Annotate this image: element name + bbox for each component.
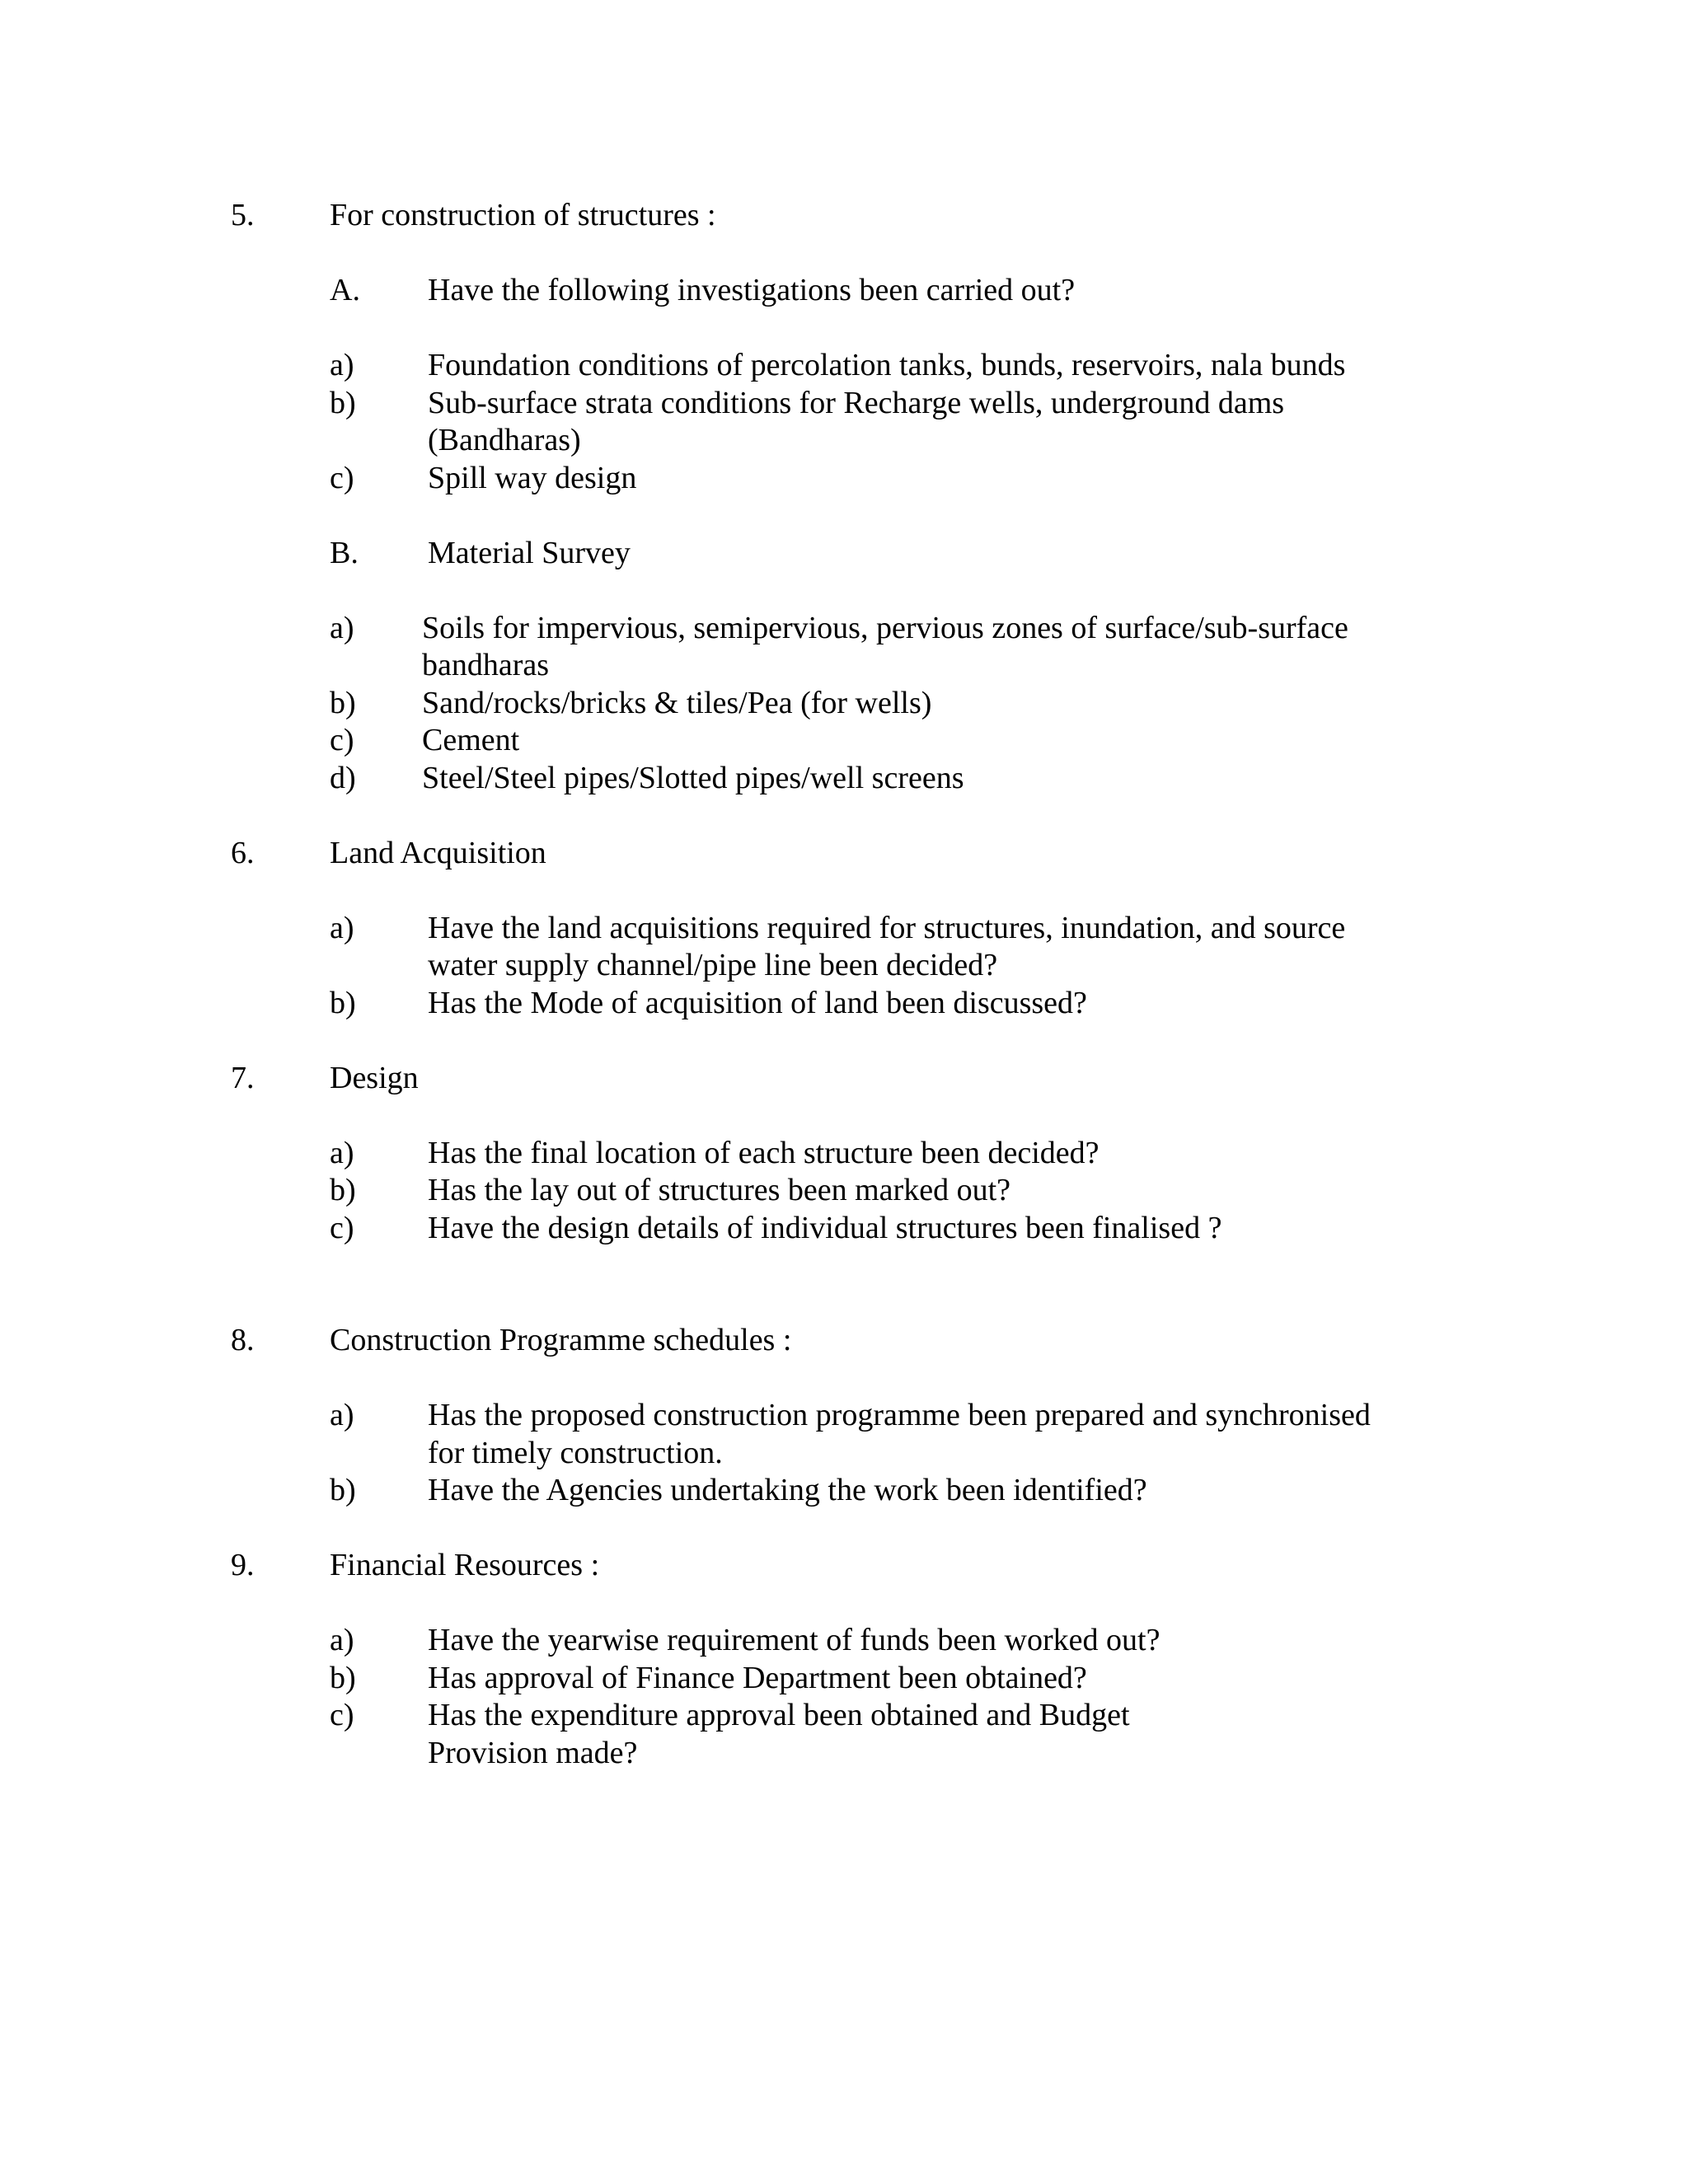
section-number: 6. — [231, 836, 255, 870]
item-text: Has the Mode of acquisition of land been discussed? — [428, 986, 1087, 1020]
section-title: Financial Resources : — [330, 1548, 600, 1582]
subsection-label: A. — [330, 273, 360, 307]
item-label: a) — [330, 1398, 354, 1432]
section-title: For construction of structures : — [330, 198, 716, 232]
item-text: Has the expenditure approval been obtained and Budget — [428, 1698, 1130, 1732]
item-text: Soils for impervious, semipervious, pervious zones of surface/sub-surface — [422, 611, 1348, 645]
item-text: Provision made? — [428, 1736, 638, 1770]
section-title: Land Acquisition — [330, 836, 546, 870]
item-label: b) — [330, 386, 356, 420]
item-text: Cement — [422, 723, 520, 757]
item-text: Steel/Steel pipes/Slotted pipes/well screens — [422, 761, 964, 795]
item-text: Have the design details of individual structures been finalised ? — [428, 1211, 1222, 1245]
subsection-label: B. — [330, 536, 359, 570]
section-title: Design — [330, 1061, 419, 1095]
item-label: c) — [330, 723, 354, 757]
section-number: 9. — [231, 1548, 255, 1582]
subsection-title: Have the following investigations been carried out? — [428, 273, 1076, 307]
item-label: b) — [330, 686, 356, 720]
item-label: b) — [330, 986, 356, 1020]
item-text: (Bandharas) — [428, 423, 581, 457]
item-text: Spill way design — [428, 461, 637, 495]
item-text: Has the final location of each structure been decided? — [428, 1136, 1100, 1170]
item-label: c) — [330, 1698, 354, 1732]
item-label: a) — [330, 348, 354, 382]
item-text: Have the yearwise requirement of funds been worked out? — [428, 1623, 1160, 1657]
section-number: 5. — [231, 198, 255, 232]
item-text: for timely construction. — [428, 1436, 723, 1470]
item-label: a) — [330, 911, 354, 945]
item-label: b) — [330, 1661, 356, 1695]
item-text: Have the Agencies undertaking the work been identified? — [428, 1473, 1147, 1507]
item-label: b) — [330, 1173, 356, 1207]
item-label: c) — [330, 1211, 354, 1245]
item-label: a) — [330, 1623, 354, 1657]
section-number: 8. — [231, 1323, 255, 1357]
item-label: c) — [330, 461, 354, 495]
item-text: Have the land acquisitions required for structures, inundation, and source — [428, 911, 1346, 945]
item-text: Has the lay out of structures been marked out? — [428, 1173, 1010, 1207]
item-text: Sub-surface strata conditions for Recharge wells, underground dams — [428, 386, 1285, 420]
item-text: Foundation conditions of percolation tanks, bunds, reservoirs, nala bunds — [428, 348, 1346, 382]
item-label: b) — [330, 1473, 356, 1507]
item-label: a) — [330, 611, 354, 645]
item-text: bandharas — [422, 648, 550, 682]
section-title: Construction Programme schedules : — [330, 1323, 792, 1357]
subsection-title: Material Survey — [428, 536, 631, 570]
item-text: Has the proposed construction programme been prepared and synchronised — [428, 1398, 1371, 1432]
section-number: 7. — [231, 1061, 255, 1095]
item-text: Sand/rocks/bricks & tiles/Pea (for wells) — [422, 686, 932, 720]
item-text: water supply channel/pipe line been decided? — [428, 948, 998, 982]
item-text: Has approval of Finance Department been obtained? — [428, 1661, 1087, 1695]
item-label: d) — [330, 761, 356, 795]
item-label: a) — [330, 1136, 354, 1170]
